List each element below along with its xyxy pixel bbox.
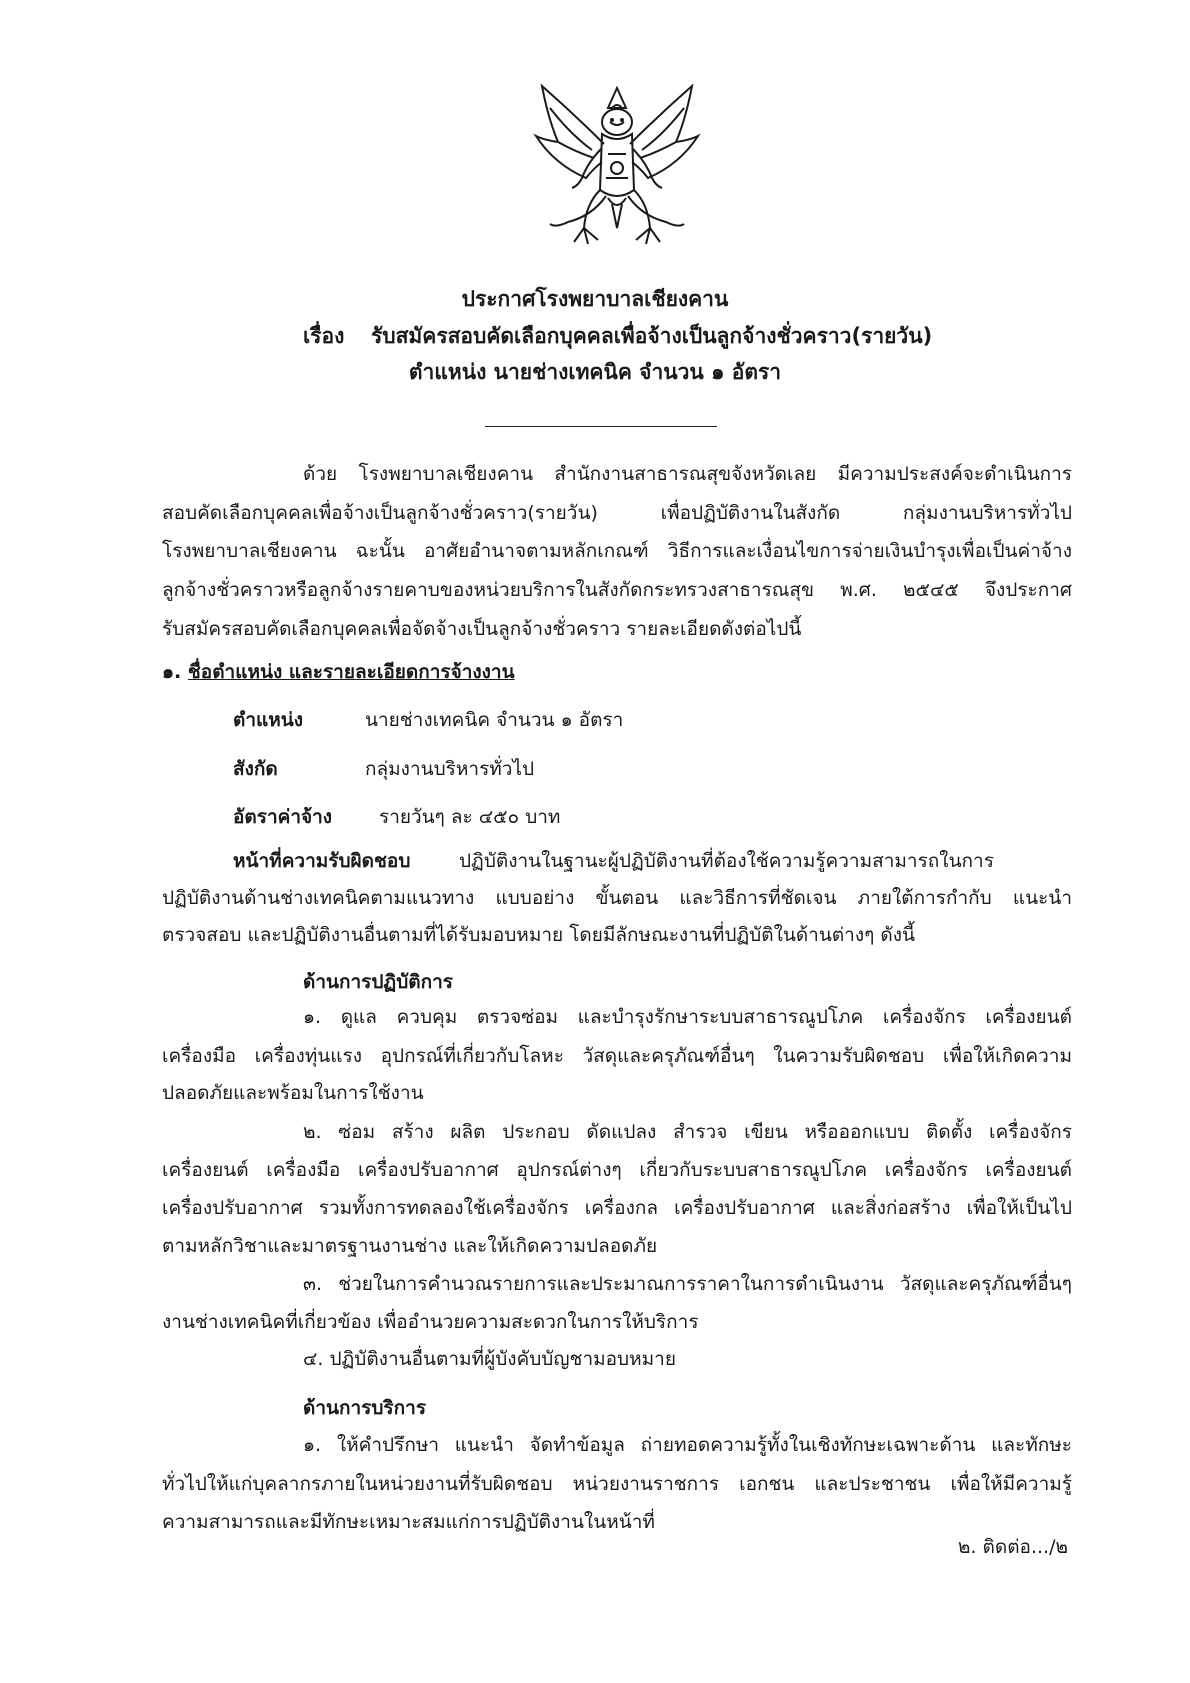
unit-label: สังกัด xyxy=(233,758,278,780)
intro-line: ลูกจ้างชั่วคราวหรือลูกจ้างรายคาบของหน่วยบริการในสังกัดกระทรวงสาธารณสุข พ.ศ. ๒๕๔๕ จึงประกาศ xyxy=(162,579,1072,601)
announcement-title: ประกาศโรงพยาบาลเชียงคาน xyxy=(461,287,729,311)
garuda-emblem-icon xyxy=(528,78,706,254)
subject-label: เรื่อง xyxy=(303,324,345,348)
position-value: นายช่างเทคนิค จำนวน ๑ อัตรา xyxy=(365,709,624,731)
intro-line: โรงพยาบาลเชียงคาน ฉะนั้น อาศัยอำนาจตามหลักเกณฑ์ วิธีการและเงื่อนไขการจ่ายเงินบำรุงเพื่อเป็นค่าจ้าง xyxy=(162,540,1072,562)
operations-item-line: งานช่างเทคนิคที่เกี่ยวข้อง เพื่ออำนวยความสะดวกในการให้บริการ xyxy=(162,1311,699,1333)
wage-value: รายวันๆ ละ ๔๕๐ บาท xyxy=(379,806,561,828)
continued-note: ๒. ติดต่อ.../๒ xyxy=(957,1536,1068,1558)
service-item-line: ความสามารถและมีทักษะเหมาะสมแก่การปฏิบัติงานในหน้าที่ xyxy=(162,1511,655,1533)
operations-item-line: ๓. ช่วยในการคำนวณรายการและประมาณการราคาในการดำเนินงาน วัสดุและครุภัณฑ์อื่นๆ xyxy=(303,1273,1072,1295)
service-item-line: ๑. ให้คำปรึกษา แนะนำ จัดทำข้อมูล ถ่ายทอดความรู้ทั้งในเชิงทักษะเฉพาะด้าน และทักษะ xyxy=(303,1434,1072,1456)
service-heading: ด้านการบริการ xyxy=(303,1397,427,1419)
operations-item-line: เครื่องปรับอากาศ รวมทั้งการทดลองใช้เครื่องจักร เครื่องกล เครื่องปรับอากาศ และสิ่งก่อสร้าง เพื่อให้เป็นไป xyxy=(162,1197,1072,1219)
service-item-line: ทั่วไปให้แก่บุคลากรภายในหน่วยงานที่รับผิดชอบ หน่วยงานราชการ เอกชน และประชาชน เพื่อให้มีความรู้ xyxy=(162,1473,1072,1495)
operations-item-line: ๑. ดูแล ควบคุม ตรวจซ่อม และบำรุงรักษาระบบสาธารณูปโภค เครื่องจักร เครื่องยนต์ xyxy=(303,1006,1072,1028)
operations-item-line: ๔. ปฏิบัติงานอื่นตามที่ผู้บังคับบัญชามอบหมาย xyxy=(303,1348,676,1370)
subject-text: รับสมัครสอบคัดเลือกบุคคลเพื่อจ้างเป็นลูกจ้างชั่วคราว(รายวัน) xyxy=(371,324,933,348)
position-line: ตำแหน่ง นายช่างเทคนิค จำนวน ๑ อัตรา xyxy=(408,360,782,384)
duty-line: ปฏิบัติงานในฐานะผู้ปฏิบัติงานที่ต้องใช้ความรู้ความสามารถในการ xyxy=(459,850,994,872)
duty-line: ปฏิบัติงานด้านช่างเทคนิคตามแนวทาง แบบอย่าง ขั้นตอน และวิธีการที่ชัดเจน ภายใต้การกำกับ แนะนำ xyxy=(162,887,1072,909)
operations-item-line: ตามหลักวิชาและมาตรฐานงานช่าง และให้เกิดความปลอดภัย xyxy=(162,1235,658,1257)
operations-item-line: ปลอดภัยและพร้อมในการใช้งาน xyxy=(162,1082,424,1104)
operations-item-line: เครื่องยนต์ เครื่องมือ เครื่องปรับอากาศ อุปกรณ์ต่างๆ เกี่ยวกับระบบสาธารณูปโภค เครื่องจักร เครื่องยนต์ xyxy=(162,1159,1072,1181)
position-label: ตำแหน่ง xyxy=(233,709,304,731)
wage-label: อัตราค่าจ้าง xyxy=(233,806,333,828)
intro-line: สอบคัดเลือกบุคคลเพื่อจ้างเป็นลูกจ้างชั่วคราว(รายวัน) เพื่อปฏิบัติงานในสังกัด กลุ่มงานบริหารทั่วไป xyxy=(162,502,1072,524)
duty-label: หน้าที่ความรับผิดชอบ xyxy=(233,850,411,872)
unit-value: กลุ่มงานบริหารทั่วไป xyxy=(365,758,535,780)
operations-item-line: เครื่องมือ เครื่องทุ่นแรง อุปกรณ์ที่เกี่ยวกับโลหะ วัสดุและครุภัณฑ์อื่นๆ ในความรับผิดชอบ เพื่อให้เกิดความ xyxy=(162,1045,1072,1067)
section-1-heading xyxy=(162,660,515,684)
announcement-subject xyxy=(303,320,932,353)
intro-line: รับสมัครสอบคัดเลือกบุคคลเพื่อจัดจ้างเป็นลูกจ้างชั่วคราว รายละเอียดดังต่อไปนี้ xyxy=(162,618,802,640)
intro-line: ด้วย โรงพยาบาลเชียงคาน สำนักงานสาธารณสุขจังหวัดเลย มีความประสงค์จะดำเนินการ xyxy=(303,463,1072,485)
section-1-number: ๑. xyxy=(162,661,182,683)
duty-line: ตรวจสอบ และปฏิบัติงานอื่นตามที่ได้รับมอบหมาย โดยมีลักษณะงานที่ปฏิบัติในด้านต่างๆ ดังนี้ xyxy=(162,924,915,946)
section-1-title: ชื่อตำแหน่ง และรายละเอียดการจ้างงาน xyxy=(187,661,515,683)
title-divider xyxy=(485,426,717,427)
operations-heading: ด้านการปฏิบัติการ xyxy=(303,971,453,993)
operations-item-line: ๒. ซ่อม สร้าง ผลิต ประกอบ ดัดแปลง สำรวจ เขียน หรือออกแบบ ติดตั้ง เครื่องจักร xyxy=(303,1121,1072,1143)
